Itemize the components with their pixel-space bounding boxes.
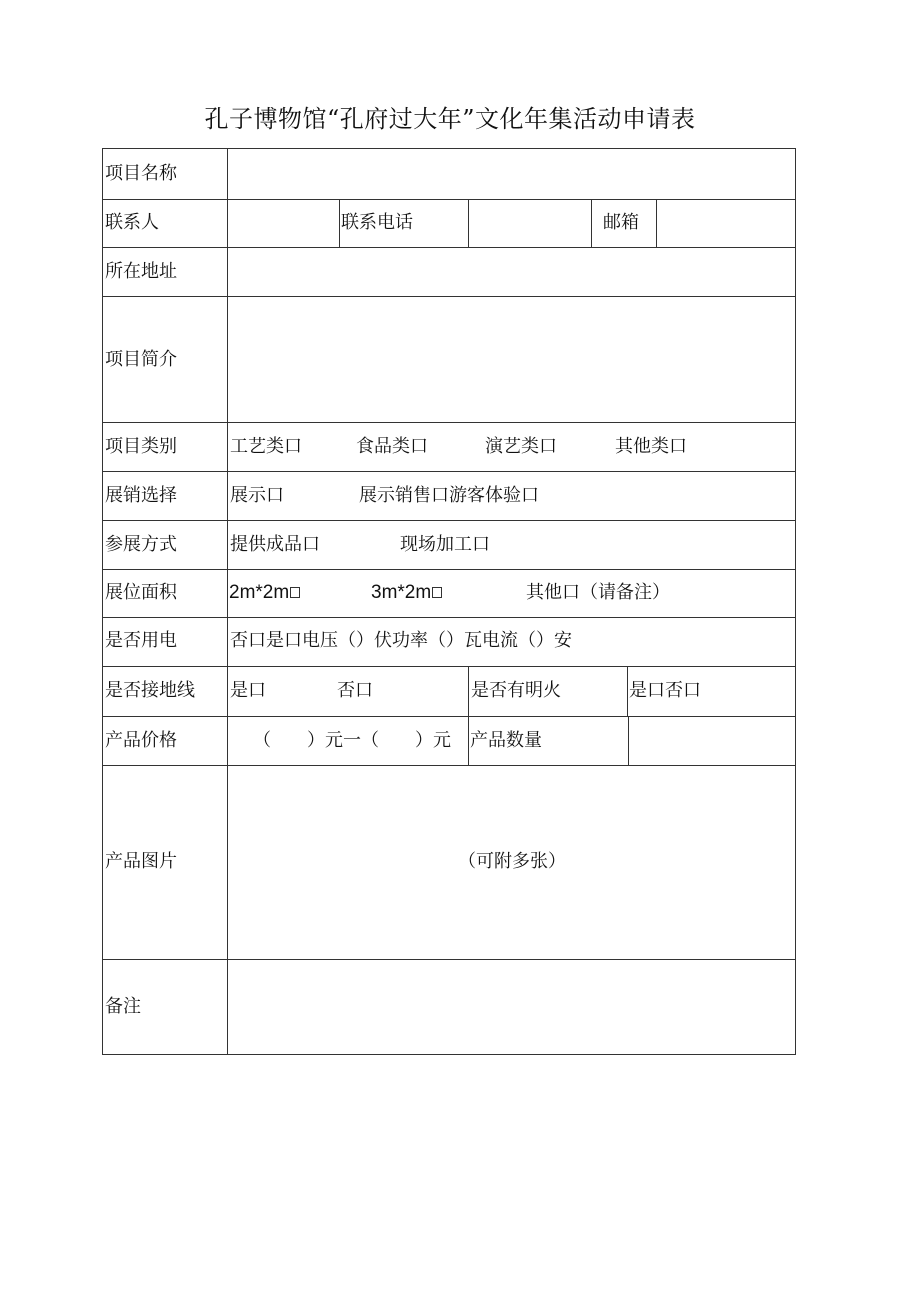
booth-option-2x2-label: 2m*2m — [229, 582, 290, 603]
label-booth: 展位面积 — [105, 582, 177, 603]
label-exhibit: 展销选择 — [105, 485, 177, 506]
label-email: 邮箱 — [603, 212, 639, 233]
grounding-option-no[interactable]: 否口 — [337, 680, 373, 701]
label-category: 项目类别 — [105, 436, 177, 457]
column-divider — [628, 716, 629, 765]
project-name-field[interactable] — [229, 150, 793, 198]
row-divider — [103, 569, 795, 570]
category-option-food[interactable]: 食品类口 — [356, 436, 428, 457]
row-divider — [103, 471, 795, 472]
label-column-divider — [227, 149, 228, 1054]
address-field[interactable] — [229, 248, 793, 295]
label-images: 产品图片 — [105, 851, 177, 872]
label-electricity: 是否用电 — [105, 630, 177, 651]
quantity-field[interactable] — [630, 717, 793, 764]
intro-field[interactable] — [229, 297, 793, 421]
label-price: 产品价格 — [105, 730, 177, 751]
label-intro: 项目简介 — [105, 349, 177, 370]
label-participation: 参展方式 — [105, 534, 177, 555]
column-divider — [656, 199, 657, 247]
category-option-other[interactable]: 其他类口 — [615, 436, 687, 457]
row-divider — [103, 666, 795, 667]
label-remarks: 备注 — [105, 996, 141, 1017]
booth-option-3x2[interactable] — [371, 581, 442, 605]
images-upload-area[interactable] — [229, 766, 793, 958]
booth-option-other[interactable]: 其他口（请备注） — [526, 582, 670, 603]
label-address: 所在地址 — [105, 261, 177, 282]
exhibit-option-display[interactable]: 展示口 — [230, 485, 284, 506]
application-form-table — [102, 148, 796, 1055]
checkbox-icon — [290, 587, 300, 598]
label-grounding: 是否接地线 — [105, 680, 195, 701]
electricity-options[interactable]: 否口是口电压（）伏功率（）瓦电流（）安 — [230, 630, 572, 651]
label-project-name: 项目名称 — [105, 163, 177, 184]
open-fire-options[interactable]: 是口否口 — [629, 680, 701, 701]
category-option-performance[interactable]: 演艺类口 — [485, 436, 557, 457]
booth-option-2x2[interactable] — [229, 581, 300, 605]
contact-field[interactable] — [229, 200, 337, 246]
column-divider — [468, 199, 469, 247]
label-quantity: 产品数量 — [470, 730, 542, 751]
column-divider — [591, 199, 592, 247]
phone-field[interactable] — [470, 200, 589, 246]
email-field[interactable] — [658, 200, 793, 246]
page-title: 孔子博物馆“孔府过大年”文化年集活动申请表 — [204, 105, 696, 133]
category-option-craft[interactable]: 工艺类口 — [230, 436, 302, 457]
label-phone: 联系电话 — [341, 212, 413, 233]
column-divider — [468, 716, 469, 765]
booth-option-3x2-label: 3m*2m — [371, 582, 432, 603]
row-divider — [103, 617, 795, 618]
column-divider — [468, 666, 469, 716]
images-hint: （可附多张） — [458, 851, 566, 872]
participation-option-onsite[interactable]: 现场加工口 — [400, 534, 490, 555]
checkbox-icon — [432, 587, 442, 598]
row-divider — [103, 422, 795, 423]
column-divider — [627, 666, 628, 716]
label-open-fire: 是否有明火 — [471, 680, 561, 701]
price-range-field[interactable]: （ ）元一（ ）元 — [253, 730, 451, 751]
column-divider — [339, 199, 340, 247]
grounding-option-yes[interactable]: 是口 — [230, 680, 266, 701]
remarks-field[interactable] — [229, 960, 793, 1053]
row-divider — [103, 520, 795, 521]
label-contact: 联系人 — [105, 212, 159, 233]
participation-option-finished[interactable]: 提供成品口 — [230, 534, 320, 555]
exhibit-option-sale-experience[interactable]: 展示销售口游客体验口 — [359, 485, 539, 506]
